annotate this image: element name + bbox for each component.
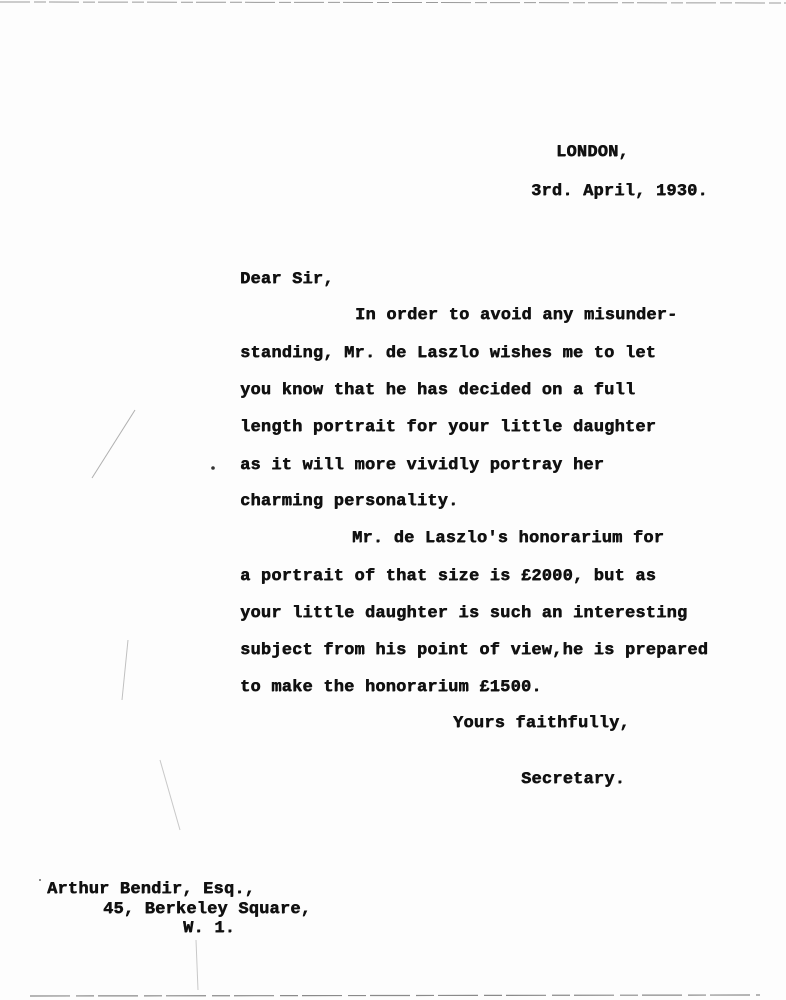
closing: Yours faithfully, bbox=[453, 714, 630, 733]
body-line: to make the honorarium £1500. bbox=[240, 678, 542, 697]
letter-place: LONDON, bbox=[556, 143, 629, 162]
body-line: as it will more vividly portray her bbox=[240, 456, 605, 475]
letter-date: 3rd. April, 1930. bbox=[531, 182, 708, 201]
body-line: you know that he has decided on a full bbox=[240, 381, 636, 400]
recipient-address-line: Arthur Bendir, Esq., bbox=[47, 880, 256, 899]
recipient-address-line: W. 1. bbox=[183, 919, 236, 938]
recipient-address-line: 45, Berkeley Square, bbox=[103, 900, 312, 919]
body-line: a portrait of that size is £2000, but as bbox=[240, 567, 657, 586]
body-line: In order to avoid any misunder- bbox=[355, 306, 678, 325]
body-line: Mr. de Laszlo's honorarium for bbox=[352, 529, 665, 548]
signoff: Secretary. bbox=[521, 770, 626, 789]
body-line: length portrait for your little daughter bbox=[240, 418, 657, 437]
body-line: your little daughter is such an interesting bbox=[240, 604, 688, 623]
body-line: charming personality. bbox=[240, 492, 459, 511]
body-line: standing, Mr. de Laszlo wishes me to let bbox=[240, 344, 657, 363]
body-line: subject from his point of view,he is prepared bbox=[240, 641, 709, 660]
salutation: Dear Sir, bbox=[240, 270, 334, 289]
